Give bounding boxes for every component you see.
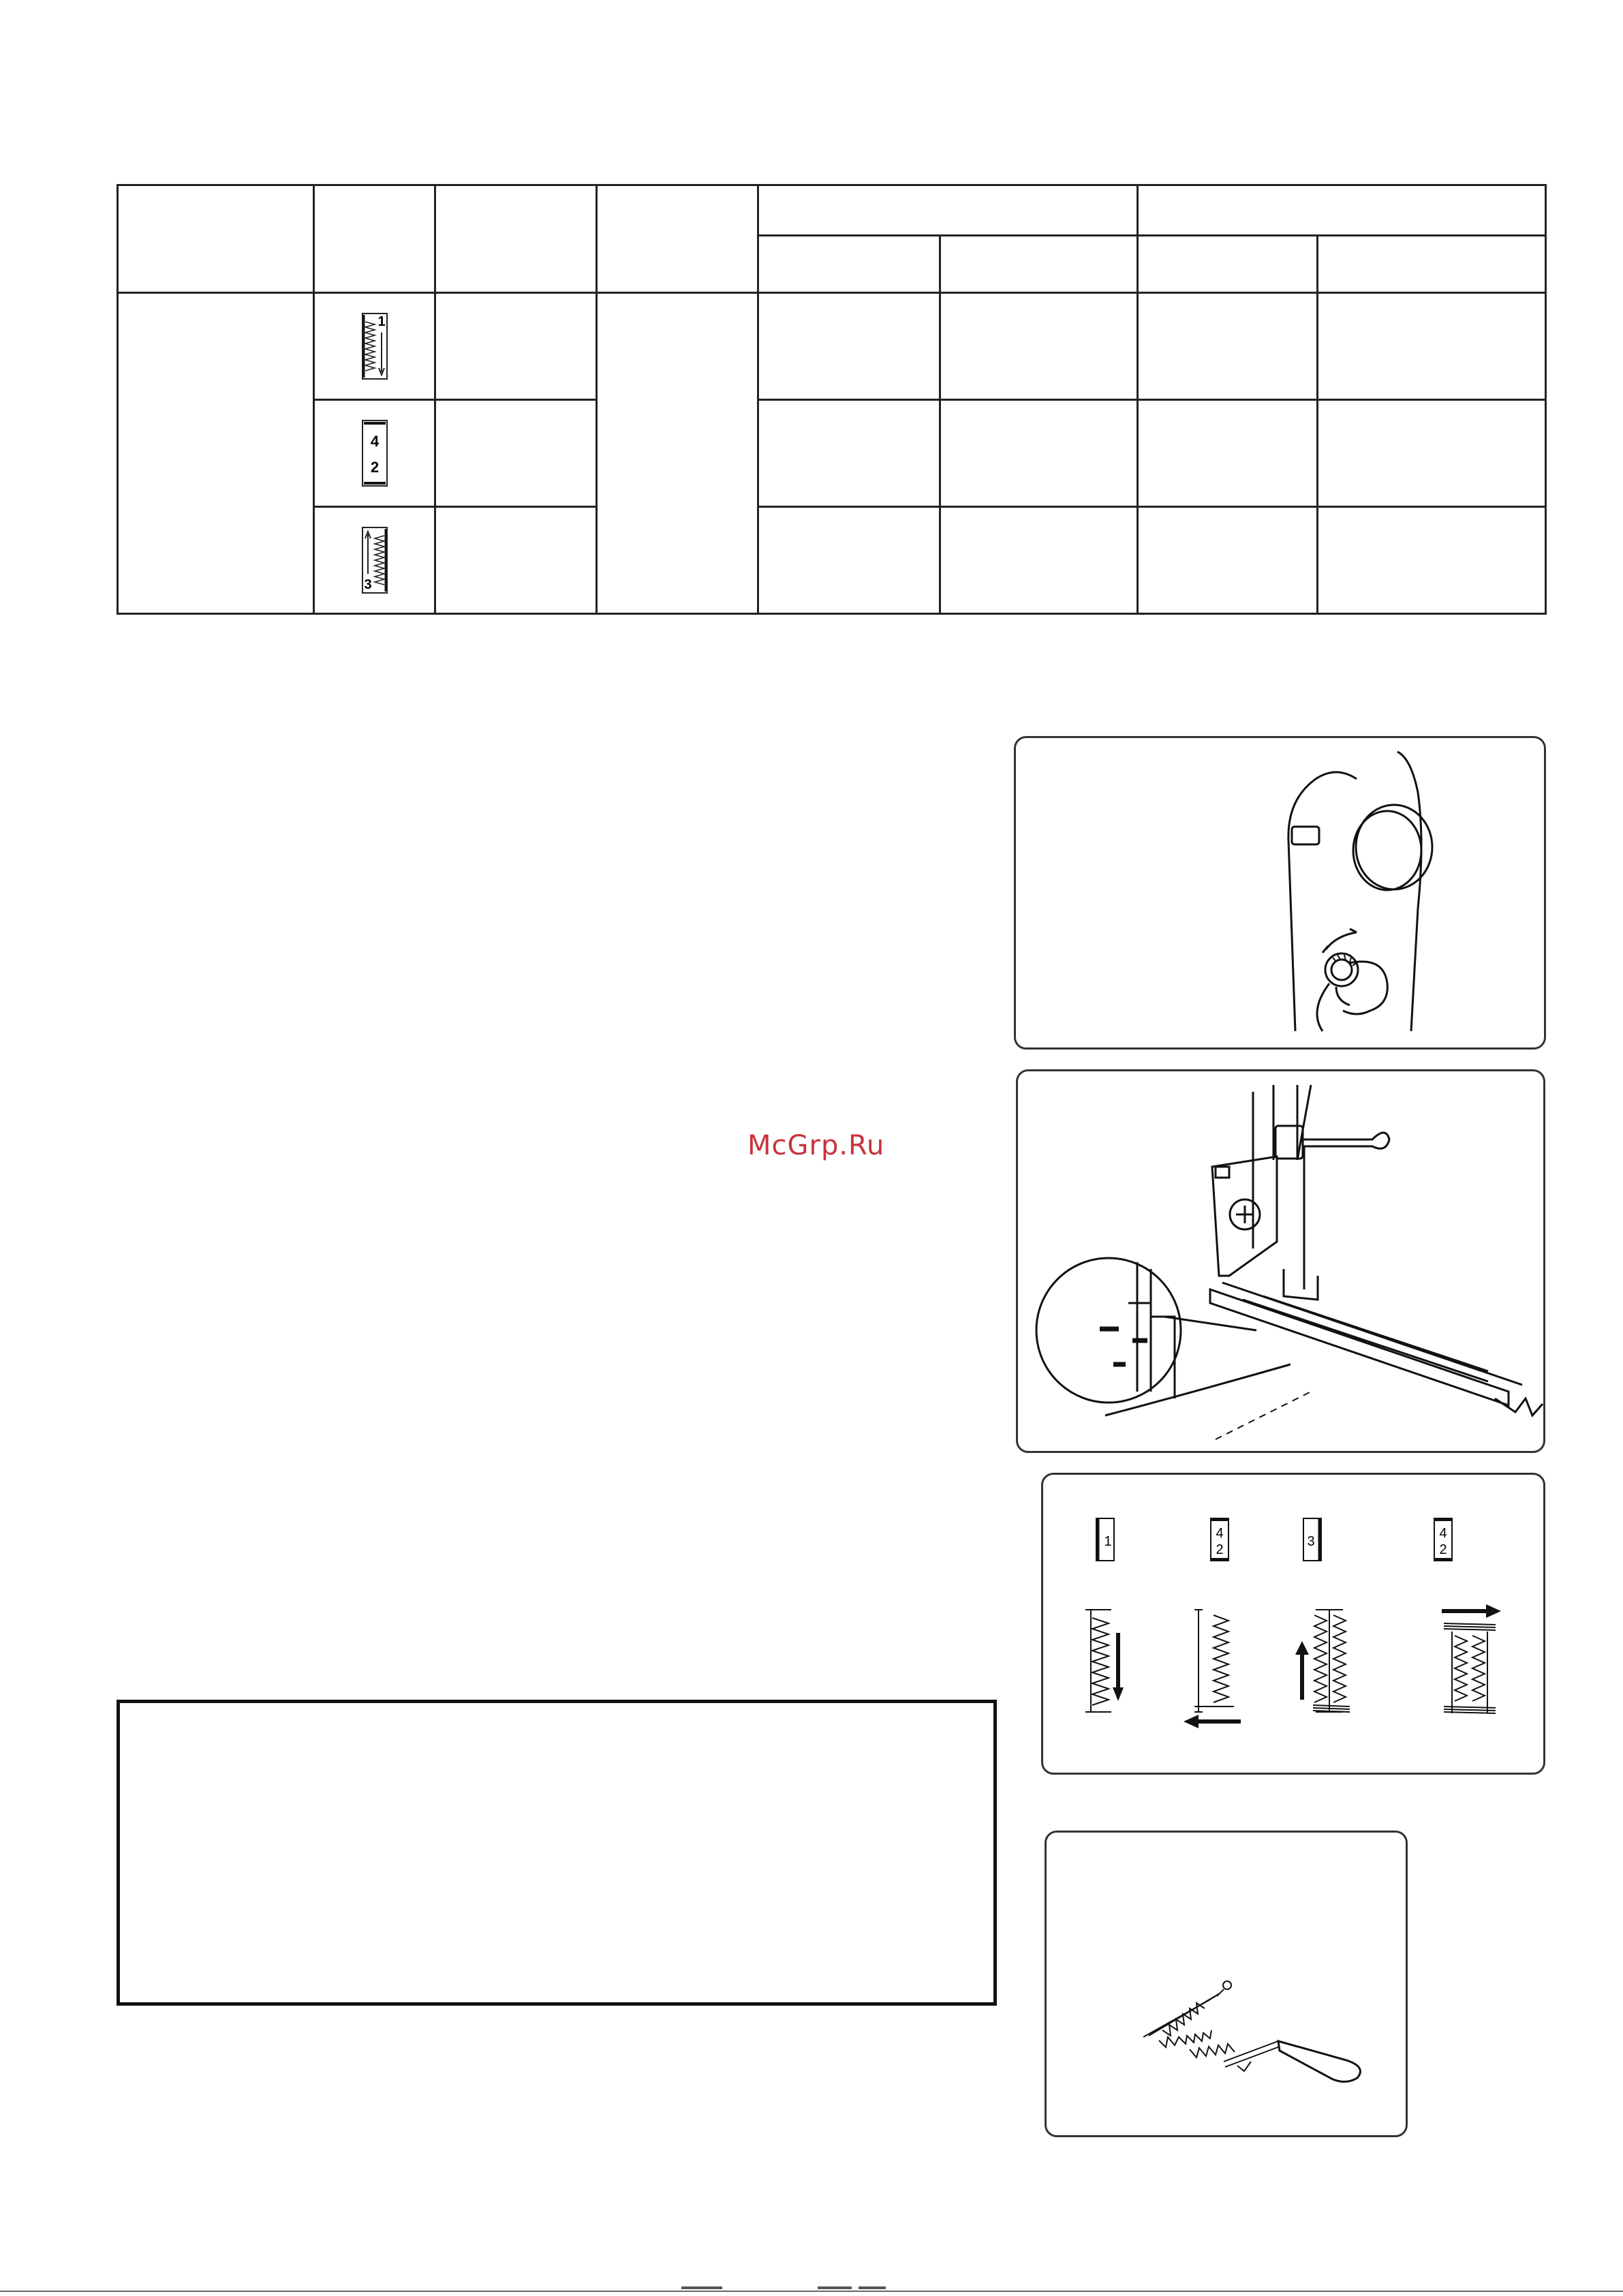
step-cell-3 bbox=[435, 507, 597, 614]
illustration-dial-frame bbox=[1014, 736, 1546, 1050]
value-cell-1a bbox=[758, 293, 940, 400]
svg-text:4: 4 bbox=[370, 433, 379, 450]
svg-text:4: 4 bbox=[1216, 1526, 1224, 1541]
step-cell-1 bbox=[435, 293, 597, 400]
header-cell-step bbox=[435, 185, 597, 293]
svg-text:3: 3 bbox=[1307, 1534, 1315, 1549]
foot-cell bbox=[597, 293, 758, 614]
value-cell-3a bbox=[758, 507, 940, 614]
svg-text:4: 4 bbox=[1439, 1526, 1447, 1541]
footer-fragment bbox=[681, 2286, 722, 2289]
header-cell-group-a bbox=[758, 185, 1138, 236]
footer-fragment bbox=[859, 2286, 886, 2289]
footer-fragment bbox=[818, 2286, 852, 2289]
svg-text:1: 1 bbox=[1104, 1534, 1112, 1549]
sequence-symbol-1 bbox=[1096, 1518, 1114, 1561]
sequence-stage-3 bbox=[1313, 1610, 1350, 1712]
value-cell-1c bbox=[1138, 293, 1318, 400]
sequence-stage-1 bbox=[1085, 1610, 1118, 1712]
symbol-cell-step-4-2 bbox=[314, 400, 435, 507]
header-cell-symbol bbox=[314, 185, 435, 293]
pattern-name-cell bbox=[118, 293, 314, 614]
zigzag-step-1-icon bbox=[360, 312, 390, 380]
step-cell-2 bbox=[435, 400, 597, 507]
needle-position-dial-icon bbox=[1016, 738, 1546, 1050]
stitch-settings-table bbox=[117, 184, 1547, 615]
sequence-diagram bbox=[1043, 1475, 1545, 1775]
value-cell-1d bbox=[1318, 293, 1546, 400]
header-subcell-a1 bbox=[758, 236, 940, 293]
value-cell-3c bbox=[1138, 507, 1318, 614]
buttonhole-foot-icon bbox=[1018, 1071, 1545, 1453]
value-cell-1b bbox=[940, 293, 1138, 400]
note-box bbox=[117, 1700, 997, 2006]
svg-text:3: 3 bbox=[363, 577, 372, 592]
svg-text:2: 2 bbox=[370, 459, 379, 476]
header-subcell-b2 bbox=[1318, 236, 1546, 293]
svg-text:2: 2 bbox=[1439, 1542, 1447, 1557]
svg-text:2: 2 bbox=[1216, 1542, 1224, 1557]
header-subcell-b1 bbox=[1138, 236, 1318, 293]
illustration-sequence-frame bbox=[1041, 1473, 1545, 1775]
bartack-step-4-2-icon bbox=[360, 419, 390, 487]
value-cell-2c bbox=[1138, 400, 1318, 507]
sequence-symbol-3 bbox=[1303, 1518, 1321, 1561]
value-cell-3b bbox=[940, 507, 1138, 614]
value-cell-2a bbox=[758, 400, 940, 507]
zigzag-step-3-icon bbox=[360, 526, 390, 594]
illustration-buttonhole-foot-frame bbox=[1016, 1069, 1545, 1453]
value-cell-2b bbox=[940, 400, 1138, 507]
header-cell-group-b bbox=[1138, 185, 1546, 236]
illustration-seam-ripper-frame bbox=[1045, 1831, 1408, 2137]
seam-ripper-icon bbox=[1047, 1833, 1408, 2137]
value-cell-3d bbox=[1318, 507, 1546, 614]
sequence-stage-2 bbox=[1194, 1610, 1234, 1712]
footer-rule bbox=[0, 2291, 1623, 2292]
value-cell-2d bbox=[1318, 400, 1546, 507]
symbol-cell-step-3 bbox=[314, 507, 435, 614]
header-cell-foot bbox=[597, 185, 758, 293]
sequence-symbol-4-2-b bbox=[1434, 1518, 1452, 1561]
watermark-text: McGrp.Ru bbox=[747, 1130, 885, 1161]
header-subcell-a2 bbox=[940, 236, 1138, 293]
sequence-symbol-4-2-a bbox=[1211, 1518, 1228, 1561]
header-cell-pattern bbox=[118, 185, 314, 293]
svg-text:1: 1 bbox=[377, 314, 386, 329]
sequence-stage-4 bbox=[1444, 1623, 1496, 1713]
symbol-cell-step-1 bbox=[314, 293, 435, 400]
